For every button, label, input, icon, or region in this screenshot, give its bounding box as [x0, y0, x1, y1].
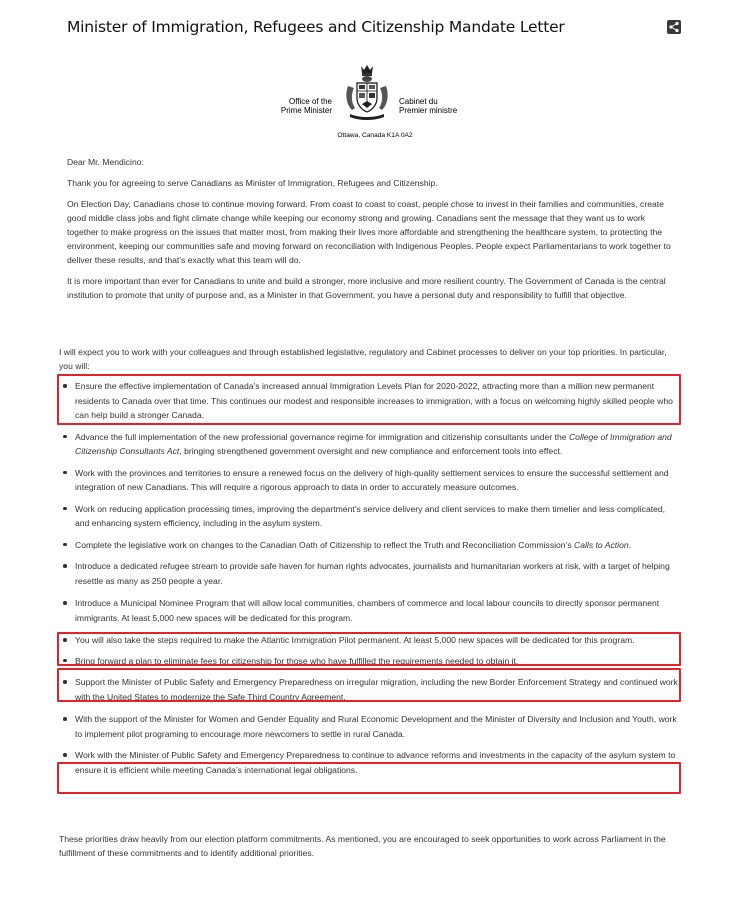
list-item: Introduce a Municipal Nominee Program that will allow local communities, chambers of commerce and local labour councils to directly sponsor permanent immigrants. At least 5,000 new spaces will be dedicated for this program.	[59, 596, 679, 625]
paragraph-unity: It is more important than ever for Canadians to unite and build a stronger, more inclusive and more resilient country. The Government of Canada is the central institution to promote that unity of purpose and, as a Minister in that Government, you have a personal duty and responsibility to fulfill that objective.	[67, 276, 666, 300]
list-item: You will also take the steps required to make the Atlantic Immigration Pilot permanent. At least 5,000 new spaces will be dedicated for this program.	[59, 633, 679, 648]
page-title: Minister of Immigration, Refugees and Citizenship Mandate Letter	[67, 18, 565, 36]
letterhead-right-line1: Cabinet du	[399, 97, 438, 106]
title-bar	[67, 18, 707, 42]
list-item: Work on reducing application processing times, improving the department’s service delivery and client services to make them timelier and less complicated, and enhancing system efficiency, including in the asylum system.	[59, 502, 679, 531]
letterhead-left-line1: Office of the	[289, 97, 332, 106]
letterhead-right-line2: Premier ministre	[399, 106, 458, 115]
list-item: Advance the full implementation of the new professional governance regime for immigration and citizenship consultants under the College of Immigration and Citizenship Consultants Act, bringing strengthened government oversight and new compliance and enforcement tools into effect.	[59, 430, 679, 459]
letterhead-address: Ottawa, Canada K1A 0A2	[337, 132, 413, 139]
priorities-list	[59, 379, 679, 777]
list-item: Bring forward a plan to eliminate fees for citizenship for those who have fulfilled the requirements needed to obtain it.	[59, 654, 679, 669]
list-item: With the support of the Minister for Women and Gender Equality and Rural Economic Development and the Minister of Diversity and Inclusion and Youth, work to implement pilot programing to encourage more newcomers to settle in rural Canada.	[59, 712, 679, 741]
paragraph-thanks: Thank you for agreeing to serve Canadians as Minister of Immigration, Refugees and Citizenship.	[67, 178, 438, 188]
salutation: Dear Mr. Mendicino:	[67, 157, 144, 167]
share-button[interactable]	[667, 20, 681, 34]
share-icon	[668, 21, 680, 33]
list-item: Complete the legislative work on changes to the Canadian Oath of Citizenship to reflect the Truth and Reconciliation Commission’s Calls to Action.	[59, 538, 679, 553]
list-item: Introduce a dedicated refugee stream to provide safe haven for human rights advocates, journalists and humanitarian workers at risk, with a target of helping resettle as many as 250 people a year.	[59, 559, 679, 588]
letter-body	[67, 155, 673, 309]
letterhead	[270, 64, 490, 144]
letterhead-english	[270, 97, 332, 115]
paragraph-expectations: I will expect you to work with your colleagues and through established legislative, regulatory and Cabinet processes to deliver on your top priorities. In particular, you will:	[59, 347, 667, 371]
list-item: Work with the provinces and territories to ensure a renewed focus on the delivery of high-quality settlement services to ensure the successful settlement and integration of new Canadians. This will require a rigorous approach to data in order to accurately measure outcomes.	[59, 466, 679, 495]
paragraph-closing: These priorities draw heavily from our election platform commitments. As mentioned, you are encouraged to seek opportunities to work across Parliament in the fulfillment of these commitments and to identify additional priorities.	[59, 834, 666, 858]
list-item: Work with the Minister of Public Safety and Emergency Preparedness to continue to advance reforms and investments in the capacity of the asylum system to ensure it is efficient while meeting Canada’s international legal obligations.	[59, 748, 679, 777]
coat-of-arms-icon	[342, 64, 392, 122]
list-item: Support the Minister of Public Safety and Emergency Preparedness on irregular migration, including the new Border Enforcement Strategy and continued work with the United States to modernize the Safe Third Country Agreement.	[59, 675, 679, 704]
paragraph-election-day: On Election Day, Canadians chose to continue moving forward. From coast to coast to coast, people chose to invest in their families and communities, create good middle class jobs and fight climate change while keeping our economy strong and growing. Canadians sent the message that they want us to work together to make progress on the issues that matter most, from making their lives more affordable and strengthening the healthcare system, to protecting the environment, keeping our communities safe and moving forward on reconciliation with Indigenous Peoples. People expect Parliamentarians to work together to deliver these results, and that’s exactly what this team will do.	[67, 199, 671, 265]
letterhead-french	[399, 97, 479, 115]
list-item: Ensure the effective implementation of Canada’s increased annual Immigration Levels Plan for 2020-2022, attracting more than a million new permanent residents to Canada over that time. This continues our modest and responsible increases to immigration, with a focus on welcoming highly skilled people who can help build a stronger Canada.	[59, 379, 679, 423]
letterhead-left-line2: Prime Minister	[280, 106, 332, 115]
